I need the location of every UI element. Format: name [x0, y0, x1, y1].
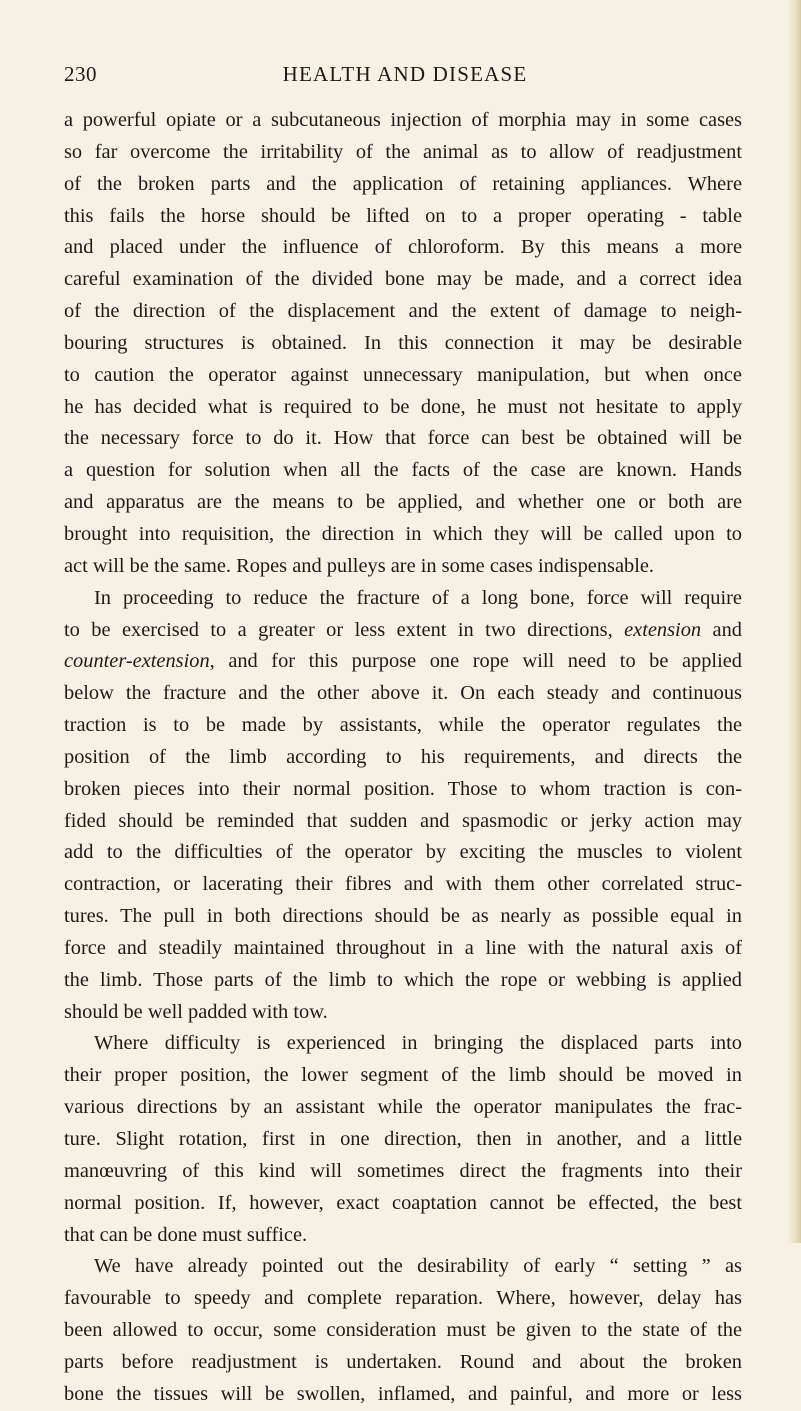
text-line: of the broken parts and the application of retaining appliances. Where: [64, 172, 742, 195]
text-line: We have already pointed out the desirability of early “ setting ” as: [94, 1255, 742, 1278]
italic-term: counter-extension: [64, 650, 210, 673]
text-line: he has decided what is required to be done, he must not hesitate to apply: [64, 395, 742, 418]
text-line: In proceeding to reduce the fracture of a long bone, force will require: [94, 586, 742, 609]
text-line: ture. Slight rotation, first in one direction, then in another, and a little: [64, 1128, 742, 1150]
page-number: 230: [64, 62, 97, 86]
text-line: bone the tissues will be swollen, inflamed, and painful, and more or less: [64, 1382, 742, 1405]
text-line: [64, 646, 742, 678]
text-line: careful examination of the divided bone may be made, and a correct idea: [64, 268, 742, 291]
text-line: fided should be reminded that sudden and spasmodic or jerky action may: [64, 809, 742, 832]
text-line: brought into requisition, the direction in which they will be called upon to: [64, 522, 742, 545]
text-line: bouring structures is obtained. In this connection it may be desirable: [64, 331, 742, 354]
text-line: favourable to speedy and complete reparation. Where, however, delay has: [64, 1287, 742, 1310]
text-line: contraction, or lacerating their fibres and with them other correlated struc-: [64, 873, 742, 896]
text-line: various directions by an assistant while the operator manipulates the frac-: [64, 1096, 742, 1119]
text-line: so far overcome the irritability of the animal as to allow of readjustment: [64, 140, 742, 163]
italic-term: extension: [624, 618, 702, 641]
text-line: manœuvring of this kind will sometimes direct the fragments into their: [64, 1159, 742, 1182]
running-title: HEALTH AND DISEASE: [282, 62, 528, 86]
text-line: this fails the horse should be lifted on to a proper operating - table: [64, 204, 742, 227]
text-line: and apparatus are the means to be applied, and whether one or both are: [64, 491, 742, 514]
page-edge-shadow: [787, 0, 801, 1243]
text-line: that can be done must suffice.: [64, 1223, 308, 1246]
text-line: the limb. Those parts of the limb to which the rope or webbing is applied: [64, 968, 742, 991]
text-run: , and for this purpose one rope will need to be applied: [209, 650, 742, 673]
text-line: should be well padded with tow.: [64, 1000, 328, 1023]
text-line: parts before readjustment is undertaken. Round and about the broken: [64, 1350, 742, 1373]
text-line: broken pieces into their normal position. Those to whom traction is con-: [64, 777, 742, 800]
text-line: of the direction of the displacement and the extent of damage to neigh-: [64, 300, 742, 323]
text-line: position of the limb according to his requirements, and directs the: [64, 745, 742, 768]
text-line: been allowed to occur, some consideration must be given to the state of the: [64, 1319, 742, 1342]
text-line: a question for solution when all the facts of the case are known. Hands: [64, 459, 742, 482]
text-line: the necessary force to do it. How that force can best be obtained will be: [64, 427, 742, 450]
text-line: force and steadily maintained throughout in a line with the natural axis of: [64, 936, 742, 959]
text-line: their proper position, the lower segment of the limb should be moved in: [64, 1064, 742, 1087]
text-line: below the fracture and the other above it. On each steady and continuous: [64, 682, 742, 705]
page-header: [64, 62, 746, 92]
text-line: act will be the same. Ropes and pulleys are in some cases indispensable.: [64, 554, 655, 577]
text-line: normal position. If, however, exact coaptation cannot be effected, the best: [64, 1191, 742, 1214]
text-line: traction is to be made by assistants, while the operator regulates the: [64, 714, 742, 737]
text-run: to be exercised to a greater or less extent in two directions,: [64, 618, 625, 641]
text-line: tures. The pull in both directions should be as nearly as possible equal in: [64, 905, 742, 928]
text-line: Where difficulty is experienced in bringing the displaced parts into: [94, 1032, 742, 1055]
text-line: a powerful opiate or a subcutaneous injection of morphia may in some cases: [64, 109, 742, 131]
body-text: [64, 105, 742, 1411]
text-line: add to the difficulties of the operator by exciting the muscles to violent: [64, 841, 742, 864]
text-line: and placed under the influence of chloroform. By this means a more: [64, 236, 742, 259]
text-line: to caution the operator against unnecessary manipulation, but when once: [64, 363, 742, 386]
text-run: and: [701, 618, 742, 641]
text-line: [64, 615, 742, 647]
